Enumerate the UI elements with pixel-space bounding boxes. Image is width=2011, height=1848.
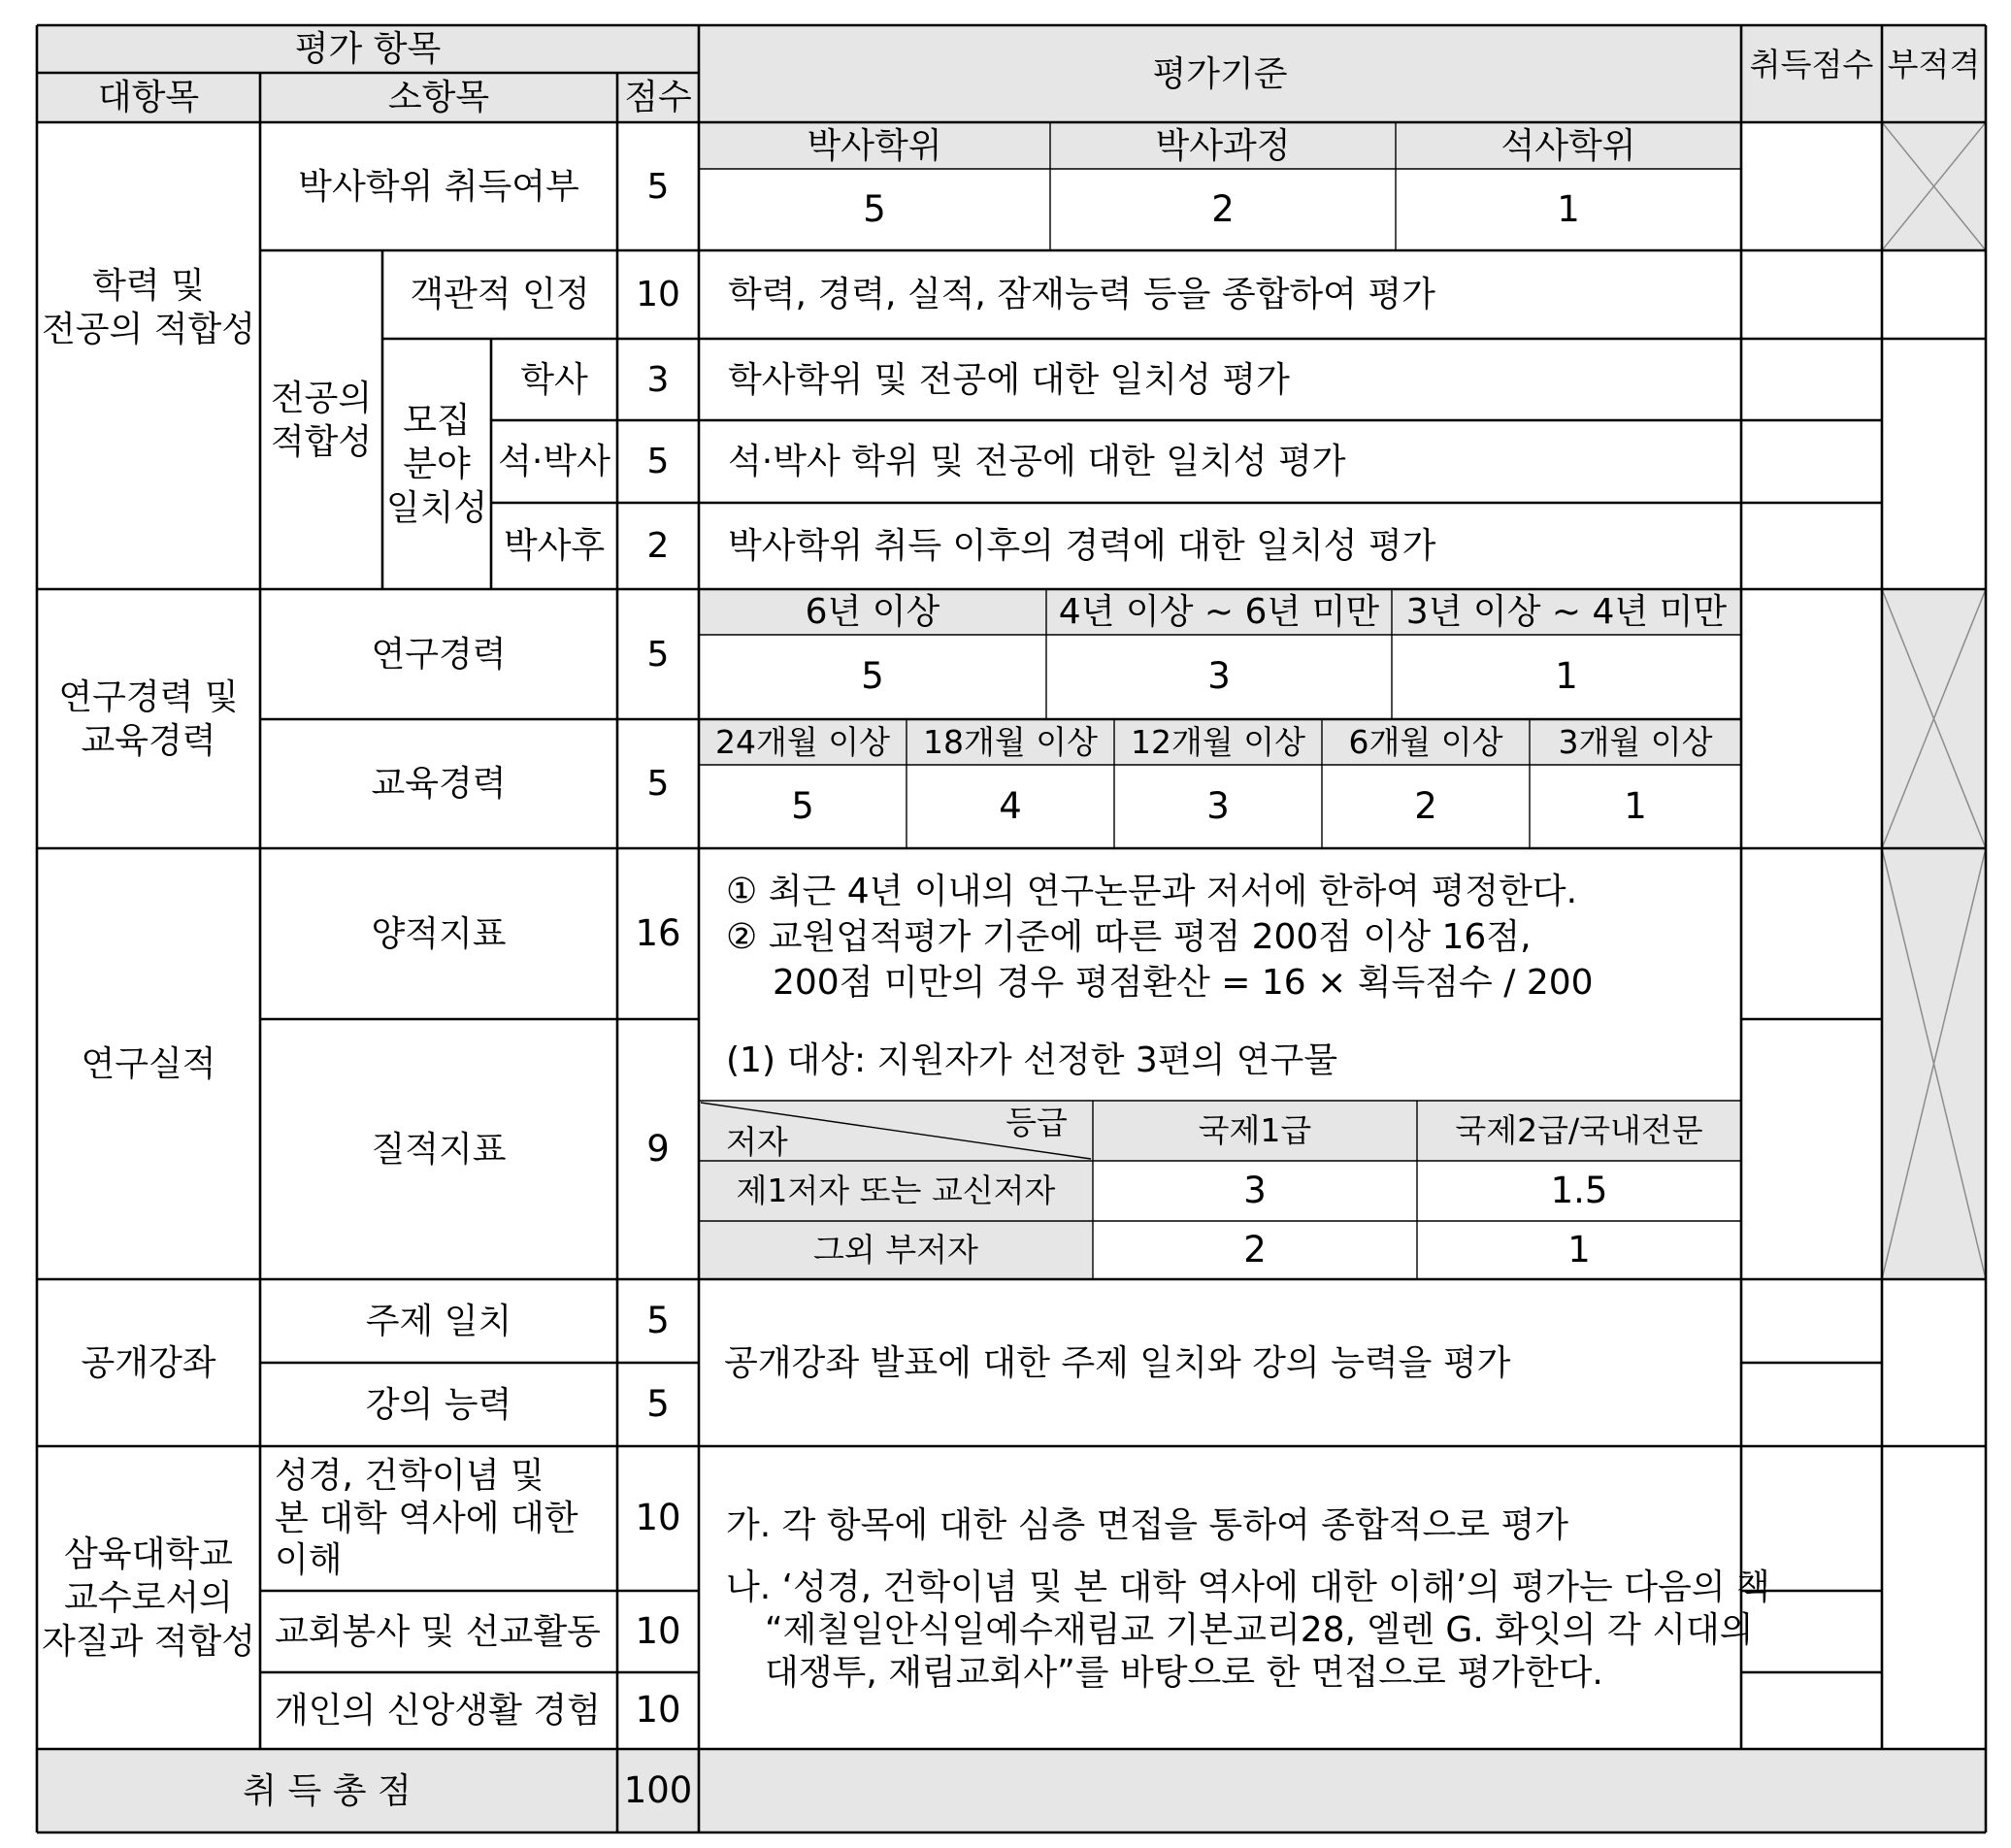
- qualities-criteria-b-line1: 나. ‘성경, 건학이념 및 본 대학 역사에 대한 이해’의 평가는 다음의 책: [726, 1567, 1770, 1607]
- qualities-criteria-a: 가. 각 항목에 대한 심층 면접을 통하여 종합적으로 평가: [726, 1504, 1569, 1545]
- research-career-points: 5: [646, 634, 670, 675]
- teaching-col-12m: 12개월 이상: [1131, 722, 1305, 761]
- major-public-lecture: 공개강좌: [81, 1342, 216, 1383]
- field-match-label: 모집 분야 일치성: [385, 400, 488, 528]
- postdoc-criteria: 박사학위 취득 이후의 경력에 대한 일치성 평가: [728, 526, 1436, 566]
- teaching-career-label: 교육경력: [371, 764, 507, 804]
- bachelor-label: 학사: [520, 359, 588, 400]
- topic-match-label: 주제 일치: [365, 1301, 512, 1341]
- qualities-criteria-b-line3: 대쟁투, 재림교회사”를 바탕으로 한 면접으로 평가한다.: [765, 1652, 1603, 1693]
- teaching-value-12m: 3: [1206, 784, 1230, 827]
- teaching-col-3m: 3개월 이상: [1558, 722, 1713, 761]
- row-co-author-value-1: 2: [1243, 1228, 1267, 1270]
- degree-acquisition-label: 박사학위 취득여부: [298, 166, 579, 207]
- header-major-item: 대항목: [97, 78, 200, 117]
- degree-col-phd: 박사학위: [807, 125, 942, 166]
- major-professor-qualities: 삼육대학교 교수로서의 자질과 적합성: [41, 1534, 256, 1662]
- postdoc-label: 박사후: [503, 526, 606, 566]
- quantitative-criteria-line3: 200점 미만의 경우 평점환산 = 16 × 획득점수 / 200: [773, 962, 1594, 1003]
- diagonal-grade-label: 등급: [1006, 1104, 1068, 1142]
- header-acquired-score: 취득점수: [1749, 46, 1874, 83]
- degree-value-master: 1: [1557, 187, 1580, 230]
- qualitative-index-points: 9: [646, 1127, 670, 1170]
- lecture-ability-points: 5: [646, 1382, 670, 1425]
- research-col-4y-6y: 4년 이상 ~ 6년 미만: [1058, 592, 1380, 632]
- topic-match-points: 5: [646, 1299, 670, 1341]
- header-points: 점수: [624, 78, 692, 117]
- major-career: 연구경력 및 교육경력: [58, 676, 239, 761]
- faith-life-points: 10: [635, 1689, 681, 1732]
- bible-understanding-points: 10: [635, 1497, 681, 1539]
- degree-value-phd-course: 2: [1211, 187, 1235, 230]
- row-first-author-label: 제1저자 또는 교신저자: [736, 1172, 1056, 1210]
- degree-col-phd-course: 박사과정: [1155, 125, 1291, 166]
- research-value-3y-4y: 1: [1555, 655, 1578, 698]
- quantitative-criteria-line1: ① 최근 4년 이내의 연구논문과 저서에 한하여 평정한다.: [726, 871, 1578, 911]
- faith-life-label: 개인의 신앙생활 경험: [275, 1691, 601, 1731]
- degree-value-phd: 5: [863, 187, 886, 230]
- header-minor-item: 소항목: [387, 78, 490, 117]
- teaching-career-points: 5: [646, 764, 670, 804]
- row-first-author-value-2: 1.5: [1550, 1169, 1608, 1211]
- header-disqualified: 부적격: [1887, 46, 1981, 83]
- row-co-author-label: 그외 부저자: [813, 1231, 978, 1270]
- header-criteria: 평가기준: [1152, 53, 1288, 94]
- research-value-6y: 5: [861, 655, 884, 698]
- research-career-label: 연구경력: [371, 634, 507, 675]
- master-doctor-label: 석·박사: [498, 442, 610, 481]
- bachelor-criteria: 학사학위 및 전공에 대한 일치성 평가: [728, 359, 1290, 400]
- research-col-6y: 6년 이상: [805, 592, 940, 632]
- objective-criteria: 학력, 경력, 실적, 잠재능력 등을 종합하여 평가: [728, 275, 1435, 314]
- master-doctor-points: 5: [646, 442, 670, 481]
- grade-col-international-1: 국제1급: [1198, 1111, 1312, 1150]
- church-service-label: 교회봉사 및 선교활동: [275, 1611, 601, 1652]
- degree-points: 5: [646, 166, 670, 207]
- bible-understanding-label: 성경, 건학이념 및 본 대학 역사에 대한 이해: [275, 1455, 578, 1581]
- quantitative-index-label: 양적지표: [371, 913, 507, 954]
- grade-col-international-2: 국제2급/국내전문: [1455, 1111, 1703, 1150]
- diagonal-author-label: 저자: [726, 1123, 788, 1162]
- quantitative-criteria-line2: ② 교원업적평가 기준에 따른 평점 200점 이상 16점,: [726, 916, 1532, 957]
- major-research-achievement: 연구실적: [81, 1043, 216, 1084]
- postdoc-points: 2: [646, 526, 670, 566]
- degree-col-master: 석사학위: [1500, 125, 1636, 166]
- teaching-col-18m: 18개월 이상: [923, 722, 1098, 761]
- total-score-points: 100: [623, 1768, 693, 1811]
- qualitative-index-label: 질적지표: [371, 1129, 507, 1170]
- teaching-col-6m: 6개월 이상: [1348, 722, 1503, 761]
- quantitative-index-points: 16: [635, 911, 681, 954]
- bachelor-points: 3: [646, 359, 670, 400]
- research-col-3y-4y: 3년 이상 ~ 4년 미만: [1405, 592, 1728, 632]
- master-doctor-criteria: 석·박사 학위 및 전공에 대한 일치성 평가: [728, 442, 1346, 481]
- teaching-value-3m: 1: [1624, 784, 1647, 827]
- qualitative-target: (1) 대상: 지원자가 선정한 3편의 연구물: [726, 1040, 1338, 1080]
- header-evaluation-items: 평가 항목: [294, 29, 442, 69]
- row-co-author-value-2: 1: [1567, 1228, 1591, 1270]
- church-service-points: 10: [635, 1609, 681, 1652]
- teaching-value-6m: 2: [1414, 784, 1437, 827]
- major-education-fit: 학력 및 전공의 적합성: [41, 265, 256, 349]
- research-value-4y-6y: 3: [1207, 655, 1231, 698]
- teaching-col-24m: 24개월 이상: [715, 722, 890, 761]
- teaching-value-24m: 5: [791, 784, 814, 827]
- lecture-ability-label: 강의 능력: [365, 1384, 512, 1425]
- row-first-author-value-1: 3: [1243, 1169, 1267, 1211]
- objective-recognition-label: 객관적 인정: [410, 275, 590, 314]
- objective-points: 10: [636, 275, 680, 314]
- major-fit-label: 전공의 적합성: [270, 378, 373, 462]
- total-score-label: 취 득 총 점: [243, 1770, 412, 1811]
- qualities-criteria-b-line2: “제칠일안식일예수재림교 기본교리28, 엘렌 G. 화잇의 각 시대의: [765, 1609, 1754, 1650]
- teaching-value-18m: 4: [999, 784, 1022, 827]
- public-lecture-criteria: 공개강좌 발표에 대한 주제 일치와 강의 능력을 평가: [724, 1342, 1511, 1383]
